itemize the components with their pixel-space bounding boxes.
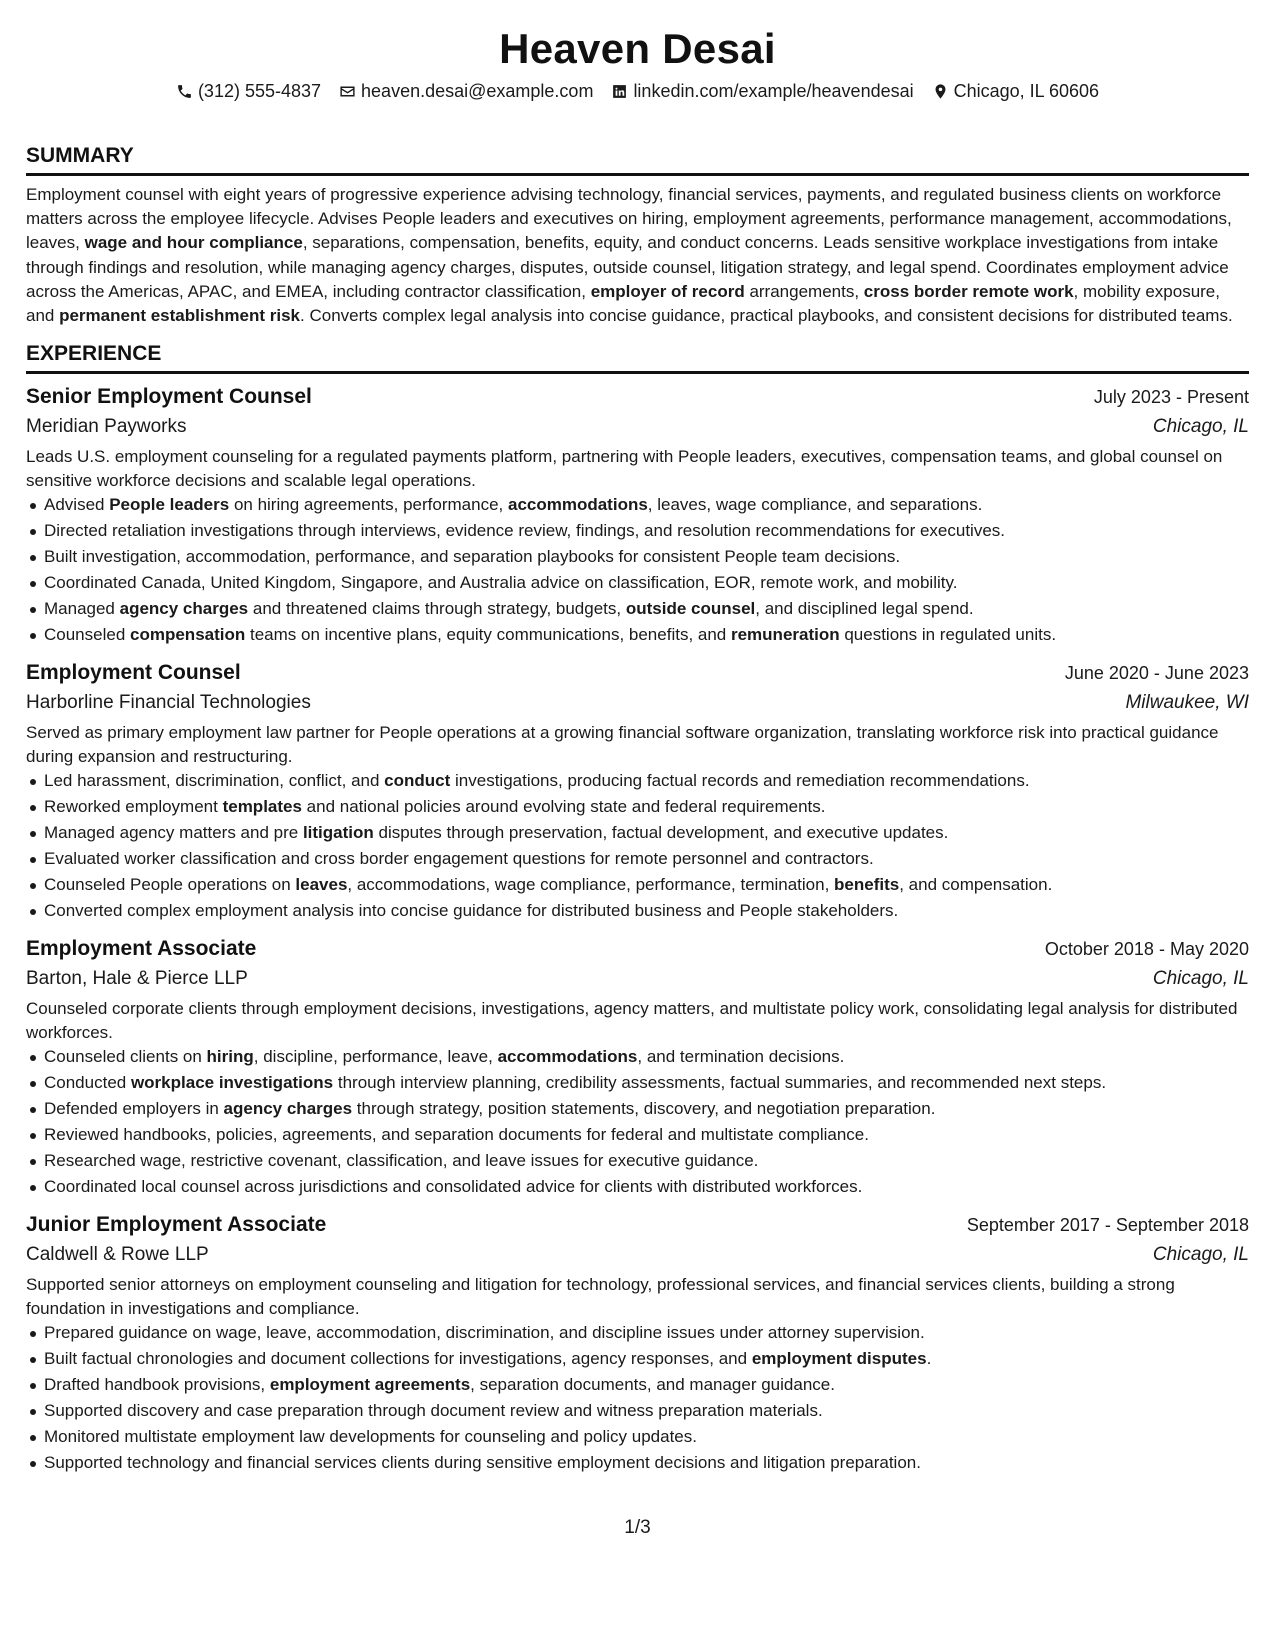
linkedin-icon (611, 83, 628, 100)
text-segment: , leaves, wage compliance, and separations. (647, 495, 983, 515)
bold-text: templates (222, 797, 302, 817)
text-segment: arrangements, (744, 281, 864, 301)
location-text: Chicago, IL 60606 (953, 81, 1100, 101)
contact-phone[interactable] (176, 78, 321, 104)
text-segment: Converted complex employment analysis into concise guidance for distributed business and People stakeholders. (44, 901, 899, 921)
bold-text: workplace investigations (130, 1073, 334, 1093)
envelope-icon (339, 83, 356, 100)
bold-text: cross border remote work (863, 281, 1074, 301)
job-location: Chicago, IL (1152, 968, 1249, 990)
bullet-item (44, 1044, 1249, 1070)
bold-text: outside counsel (625, 599, 756, 619)
text-segment: , separations, compensation, benefits, equity, and conduct concerns. Leads sensitive workplace investigations from intake through findings and resolution, while managing agency charges, disputes, outside counsel, litigation strategy, and legal spend. Coordinates employment advice across the Americas, APAC, and EMEA, including contractor classification, (26, 233, 1229, 301)
text-segment: Reviewed handbooks, policies, agreements, and separation documents for federal and multistate compliance. (44, 1125, 869, 1145)
text-segment: Counseled (44, 625, 131, 645)
job-title: Senior Employment Counsel (26, 385, 312, 409)
summary-heading: SUMMARY (26, 142, 1249, 176)
experience-heading: EXPERIENCE (26, 340, 1249, 374)
contact-location (932, 78, 1099, 104)
text-segment: Built investigation, accommodation, performance, and separation playbooks for consistent People team decisions. (44, 547, 901, 567)
job-description: Served as primary employment law partner for People operations at a growing financial software organization, translating workforce risk into practical guidance during expansion and restructuring. (26, 723, 1219, 766)
text-segment: Supported discovery and case preparation through document review and witness preparation materials. (44, 1401, 823, 1421)
job-title: Junior Employment Associate (26, 1213, 327, 1237)
text-segment: , discipline, performance, leave, (253, 1047, 498, 1067)
job-location: Chicago, IL (1152, 1244, 1249, 1266)
bold-text: remuneration (730, 625, 840, 645)
text-segment: investigations, producing factual records and remediation recommendations. (450, 771, 1030, 791)
contact-email[interactable] (339, 78, 593, 104)
text-segment: . (926, 1349, 932, 1369)
job-bullets (26, 768, 1249, 924)
bullet-item (44, 1148, 1249, 1174)
text-segment: Directed retaliation investigations through interviews, evidence review, findings, and resolution recommendations for executives. (44, 521, 1006, 541)
text-segment: Managed (44, 599, 120, 619)
job-description: Leads U.S. employment counseling for a regulated payments platform, partnering with People leaders, executives, compensation teams, and global counsel on sensitive workforce decisions and scalable legal operations. (26, 447, 1223, 490)
text-segment: Advised (44, 495, 110, 515)
job-bullets (26, 492, 1249, 648)
bullet-item (44, 1372, 1249, 1398)
bold-text: wage and hour compliance (84, 233, 303, 253)
text-segment: teams on incentive plans, equity communications, benefits, and (245, 625, 731, 645)
job-company: Caldwell & Rowe LLP (26, 1244, 209, 1266)
bullet-item (44, 1122, 1249, 1148)
contact-linkedin[interactable] (611, 78, 913, 104)
text-segment: Counseled People operations on (44, 875, 296, 895)
job-company: Barton, Hale & Pierce LLP (26, 968, 248, 990)
bullet-item (44, 544, 1249, 570)
bold-text: conduct (384, 771, 451, 791)
text-segment: , and termination decisions. (637, 1047, 845, 1067)
bullet-item (44, 492, 1249, 518)
job-description: Supported senior attorneys on employment counseling and litigation for technology, professional services, and financial services clients, building a strong foundation in investigations and compliance. (26, 1275, 1175, 1318)
phone-icon (176, 83, 193, 100)
text-segment: Defended employers in (44, 1099, 224, 1119)
bullet-item (44, 1424, 1249, 1450)
text-segment: and national policies around evolving state and federal requirements. (301, 797, 826, 817)
job-entry (26, 658, 1249, 924)
text-segment: Coordinated local counsel across jurisdictions and consolidated advice for clients with distributed workforces. (44, 1177, 863, 1197)
text-segment: Evaluated worker classification and cross border engagement questions for remote personnel and contractors. (44, 849, 874, 869)
bullet-item (44, 1320, 1249, 1346)
bold-text: accommodations (497, 1047, 638, 1067)
job-dates: October 2018 - May 2020 (1044, 939, 1249, 960)
job-dates: July 2023 - Present (1093, 387, 1249, 408)
text-segment: through interview planning, credibility assessments, factual summaries, and recommended next steps. (333, 1073, 1107, 1093)
experience-list (26, 382, 1249, 1476)
job-title: Employment Counsel (26, 661, 241, 685)
bold-text: agency charges (119, 599, 249, 619)
bullet-item (44, 1346, 1249, 1372)
phone-text: (312) 555-4837 (197, 81, 322, 101)
bold-text: benefits (834, 875, 900, 895)
job-bullets (26, 1044, 1249, 1200)
text-segment: on hiring agreements, performance, (229, 495, 508, 515)
job-entry (26, 1210, 1249, 1476)
bold-text: hiring (206, 1047, 254, 1067)
map-marker-icon (932, 83, 949, 100)
bold-text: accommodations (507, 495, 648, 515)
bullet-item (44, 1070, 1249, 1096)
bullet-item (44, 872, 1249, 898)
bullet-item (44, 768, 1249, 794)
text-segment: through strategy, position statements, discovery, and negotiation preparation. (352, 1099, 936, 1119)
bullet-item (44, 596, 1249, 622)
text-segment: Monitored multistate employment law developments for counseling and policy updates. (44, 1427, 697, 1447)
text-segment: Coordinated Canada, United Kingdom, Singapore, and Australia advice on classification, EOR, remote work, and mobility. (44, 573, 958, 593)
bold-text: compensation (130, 625, 246, 645)
text-segment: Conducted (44, 1073, 131, 1093)
text-segment: Prepared guidance on wage, leave, accommodation, discrimination, and discipline issues under attorney supervision. (44, 1323, 925, 1343)
bold-text: leaves (295, 875, 348, 895)
linkedin-text: linkedin.com/example/heavendesai (633, 81, 914, 101)
text-segment: Employment counsel with eight years of progressive experience advising technology, financial services, payments, and regulated business clients on workforce matters across the employee lifecycle. Advises People leaders and executives on hiring, employment agreements, performance management, accommodations, leaves, (26, 185, 1232, 253)
bullet-item (44, 794, 1249, 820)
job-entry (26, 934, 1249, 1200)
page-number: 1/3 (624, 1517, 651, 1538)
text-segment: Counseled clients on (44, 1047, 207, 1067)
text-segment: , and compensation. (899, 875, 1053, 895)
candidate-name: Heaven Desai (499, 25, 776, 72)
text-segment: Supported technology and financial services clients during sensitive employment decisions and litigation preparation. (44, 1453, 921, 1473)
summary-text (26, 183, 1249, 328)
text-segment: Managed agency matters and pre (44, 823, 303, 843)
bullet-item (44, 518, 1249, 544)
job-dates: June 2020 - June 2023 (1064, 663, 1249, 684)
bold-text: employment agreements (269, 1375, 471, 1395)
bold-text: litigation (302, 823, 374, 843)
text-segment: Drafted handbook provisions, (44, 1375, 270, 1395)
bullet-item (44, 898, 1249, 924)
contact-bar (26, 78, 1249, 104)
bullet-item (44, 1398, 1249, 1424)
bullet-item (44, 1096, 1249, 1122)
job-description: Counseled corporate clients through employment decisions, investigations, agency matters, and multistate policy work, consolidating legal analysis for distributed workforces. (26, 999, 1238, 1042)
text-segment: Built factual chronologies and document collections for investigations, agency responses, and (44, 1349, 752, 1369)
job-bullets (26, 1320, 1249, 1476)
bullet-item (44, 1450, 1249, 1476)
bullet-item (44, 846, 1249, 872)
resume-page (26, 0, 1249, 1650)
text-segment: Reworked employment (44, 797, 223, 817)
bold-text: employment disputes (751, 1349, 927, 1369)
bullet-item (44, 570, 1249, 596)
text-segment: Led harassment, discrimination, conflict, and (44, 771, 385, 791)
job-dates: September 2017 - September 2018 (966, 1215, 1249, 1236)
text-segment: , separation documents, and manager guidance. (470, 1375, 835, 1395)
bullet-item (44, 820, 1249, 846)
bold-text: People leaders (109, 495, 230, 515)
job-company: Meridian Payworks (26, 416, 187, 438)
text-segment: and threatened claims through strategy, budgets, (248, 599, 626, 619)
bold-text: agency charges (223, 1099, 353, 1119)
text-segment: questions in regulated units. (839, 625, 1057, 645)
job-title: Employment Associate (26, 937, 257, 961)
text-segment: . Converts complex legal analysis into concise guidance, practical playbooks, and consistent decisions for distributed teams. (300, 306, 1233, 326)
bullet-item (44, 1174, 1249, 1200)
job-location: Milwaukee, WI (1125, 692, 1249, 714)
job-company: Harborline Financial Technologies (26, 692, 311, 714)
text-segment: , accommodations, wage compliance, performance, termination, (347, 875, 835, 895)
email-text: heaven.desai@example.com (361, 81, 594, 101)
text-segment: , mobility exposure, and (26, 281, 1220, 326)
bold-text: employer of record (590, 281, 745, 301)
bullet-item (44, 622, 1249, 648)
text-segment: , and disciplined legal spend. (755, 599, 974, 619)
bold-text: permanent establishment risk (59, 306, 301, 326)
job-entry (26, 382, 1249, 648)
text-segment: Researched wage, restrictive covenant, classification, and leave issues for executive guidance. (44, 1151, 759, 1171)
text-segment: disputes through preservation, factual development, and executive updates. (373, 823, 949, 843)
job-location: Chicago, IL (1152, 416, 1249, 438)
